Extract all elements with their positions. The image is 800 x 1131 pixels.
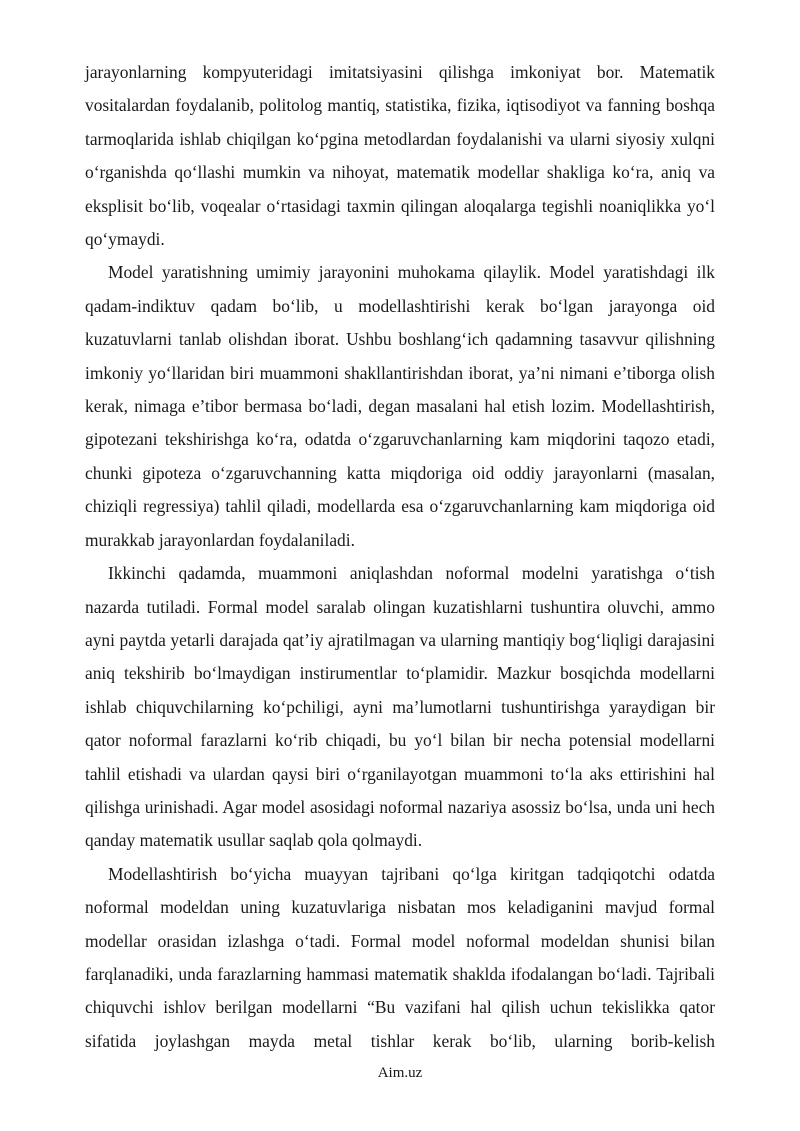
- page-footer: Aim.uz: [377, 1065, 423, 1081]
- paragraph-3: Ikkinchi qadamda, muammoni aniqlashdan noformal modelni yaratishga o‘tish nazarda tutiladi. Formal model saralab olingan kuzatishlarni tushuntira oluvchi, ammo ayni paytda yetarli darajada qat’iy ajratilmagan va ularning mantiqiy bog‘liqligi darajasini aniq tekshirib bo‘lmaydigan instirumentlar to‘plamidir. Mazkur bosqichda modellarni ishlab chiquvchilarning ko‘pchiligi, ayni ma’lumotlarni tushuntirishga yaraydigan bir qator noformal farazlarni ko‘rib chiqadi, bu yo‘l bilan bir necha potensial modellarni tahlil etishadi va ulardan qaysi biri o‘rganilayotgan muammoni to‘la aks ettirishini hal qilishga urinishadi. Agar model asosidagi noformal nazariya asossiz bo‘lsa, unda uni hech qanday matematik usullar saqlab qola qolmaydi.: [85, 563, 715, 851]
- paragraph-4: Modellashtirish bo‘yicha muayyan tajribani qo‘lga kiritgan tadqiqotchi odatda noformal modeldan uning kuzatuvlariga nisbatan mos keladiganini mavjud formal modellar orasidan izlashga o‘tadi. Formal model noformal modeldan shunisi bilan farqlanadiki, unda farazlarning hammasi matematik shaklda ifodalangan bo‘ladi. Tajribali chiquvchi ishlov berilgan modellarni “Bu vazifani hal qilish uchun tekislikka qator sifatida joylashgan mayda metal tishlar kerak bo‘lib, ularning borib-kelish: [85, 863, 715, 1051]
- document-page: [85, 56, 715, 1058]
- paragraph-2: Model yaratishning umimiy jarayonini muhokama qilaylik. Model yaratishdagi ilk qadam-indiktuv qadam bo‘lib, u modellashtirishi kerak bo‘lgan jarayonga oid kuzatuvlarni tanlab olishdan iborat. Ushbu boshlang‘ich qadamning tasavvur qilishning imkoniy yo‘llaridan biri muammoni shakllantirishdan iborat, ya’ni nimani e’tiborga olish kerak, nimaga e’tibor bermasa bo‘ladi, degan masalani hal etish lozim. Modellashtirish, gipotezani tekshirishga ko‘ra, odatda o‘zgaruvchanlarning kam miqdorini taqozo etadi, chunki gipoteza o‘zgaruvchanning katta miqdoriga oid oddiy jarayonlarni (masalan, chiziqli regressiya) tahlil qiladi, modellarda esa o‘zgaruvchanlarning kam miqdoriga oid murakkab jarayonlardan foydalaniladi.: [85, 262, 715, 550]
- paragraph-1: jarayonlarning kompyuteridagi imitatsiyasini qilishga imkoniyat bor. Matematik vositalardan foydalanib, politolog mantiq, statistika, fizika, iqtisodiyot va fanning boshqa tarmoqlarida ishlab chiqilgan ko‘pgina metodlardan foydalanishi va ularni siyosiy xulqni o‘rganishda qo‘llashi mumkin va nihoyat, matematik modellar shakliga ko‘ra, aniq va eksplisit bo‘lib, voqealar o‘rtasidagi taxmin qilingan aloqalarga tegishli noaniqlikka yo‘l qo‘ymaydi.: [85, 62, 715, 250]
